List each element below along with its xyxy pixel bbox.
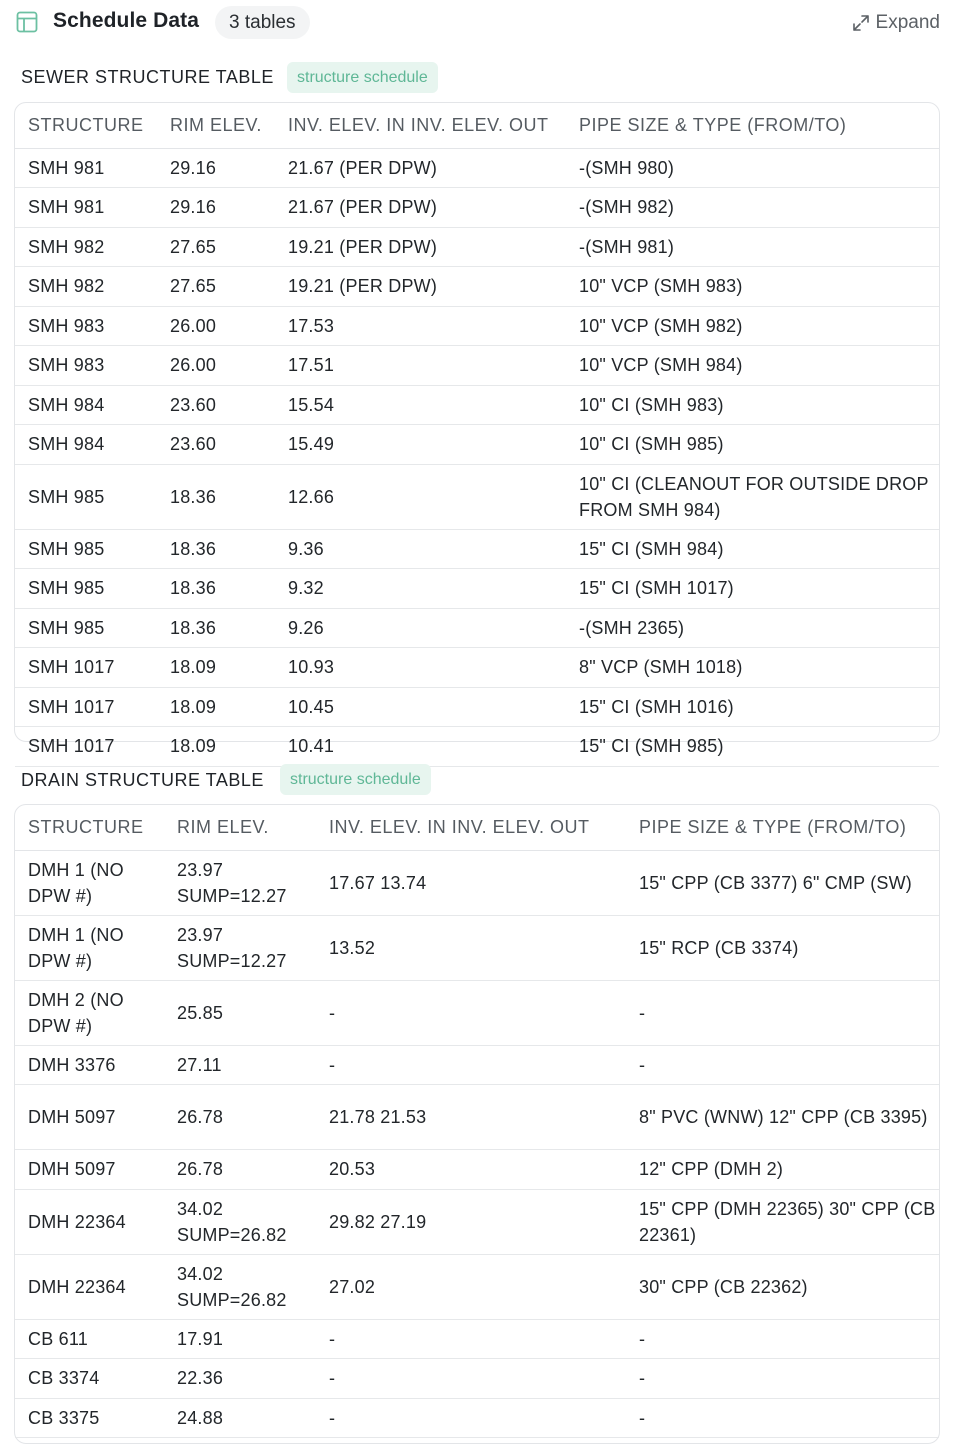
table-cell: SMH 983 (15, 346, 157, 386)
table-row (15, 529, 939, 569)
table-cell: DMH 22364 (15, 1254, 164, 1319)
table-cell: 21.67 (PER DPW) (275, 188, 566, 228)
table-cell: - (626, 1319, 939, 1359)
table-cell: 12.66 (275, 464, 566, 529)
table-cell: - (626, 1359, 939, 1399)
column-header: STRUCTURE (15, 103, 157, 148)
table-cell: 10" CI (CLEANOUT FOR OUTSIDE DROP FROM SMH 984) (566, 464, 939, 529)
table-cell: 26.78 (164, 1150, 316, 1190)
table-cell: -(SMH 980) (566, 148, 939, 188)
table-cell: - (626, 1398, 939, 1438)
table-cell: 9.26 (275, 608, 566, 648)
table-row (15, 1189, 939, 1254)
table-cell: 23.97 SUMP=12.27 (164, 850, 316, 915)
table-cell: -(SMH 2365) (566, 608, 939, 648)
table-row (15, 980, 939, 1045)
table-cell: 17.51 (275, 346, 566, 386)
sewer-structure-table (15, 103, 939, 767)
table-cell: 8" VCP (SMH 1018) (566, 648, 939, 688)
table-cell: DMH 22364 (15, 1189, 164, 1254)
table-row (15, 385, 939, 425)
table-cell: 8" PVC (WNW) 12" CPP (CB 3395) (626, 1085, 939, 1150)
page-title: Schedule Data (53, 9, 200, 32)
table-cell: 13.52 (316, 915, 626, 980)
expand-button[interactable] (852, 11, 940, 35)
table-row (15, 648, 939, 688)
table-cell: SMH 985 (15, 569, 157, 609)
table-cell: - (316, 1359, 626, 1399)
column-header: INV. ELEV. IN INV. ELEV. OUT (316, 805, 626, 850)
table-cell: 23.97 SUMP=12.27 (164, 915, 316, 980)
table-cell: SMH 985 (15, 529, 157, 569)
table-row (15, 346, 939, 386)
table-cell: DMH 3376 (15, 1045, 164, 1085)
table-cell: CB 611 (15, 1319, 164, 1359)
table-cell: 26.00 (157, 346, 275, 386)
table-cell: 15.54 (275, 385, 566, 425)
table-cell: 34.02 SUMP=26.82 (164, 1189, 316, 1254)
table-cell: DMH 1 (NO DPW #) (15, 915, 164, 980)
table-cell: 10.41 (275, 727, 566, 767)
drain-table-badge: structure schedule (280, 764, 431, 795)
table-cell: 15" CI (SMH 984) (566, 529, 939, 569)
table-row (15, 148, 939, 188)
table-header-row (15, 805, 939, 850)
column-header: PIPE SIZE & TYPE (FROM/TO) (566, 103, 939, 148)
table-row (15, 569, 939, 609)
table-cell: 19.21 (PER DPW) (275, 267, 566, 307)
table-icon (16, 11, 38, 33)
table-cell: SMH 1017 (15, 648, 157, 688)
table-cell: DMH 1 (NO DPW #) (15, 850, 164, 915)
table-cell: 10" VCP (SMH 984) (566, 346, 939, 386)
table-cell: 18.36 (157, 608, 275, 648)
table-cell: 15" CPP (CB 3377) 6" CMP (SW) (626, 850, 939, 915)
table-cell: CB 3375 (15, 1398, 164, 1438)
table-row (15, 1398, 939, 1438)
table-cell: SMH 1017 (15, 727, 157, 767)
table-cell: SMH 983 (15, 306, 157, 346)
table-cell: DMH 5097 (15, 1085, 164, 1150)
table-cell: 21.67 (PER DPW) (275, 148, 566, 188)
table-cell: 10.45 (275, 687, 566, 727)
table-row (15, 306, 939, 346)
table-cell: 9.36 (275, 529, 566, 569)
expand-icon (852, 14, 870, 32)
table-cell: - (626, 980, 939, 1045)
schedule-header (0, 0, 960, 46)
sewer-table-title: SEWER STRUCTURE TABLE (21, 67, 274, 87)
table-count-badge: 3 tables (215, 6, 310, 39)
table-row (15, 188, 939, 228)
table-cell: 26.00 (157, 306, 275, 346)
table-cell: 26.78 (164, 1085, 316, 1150)
table-row (15, 1150, 939, 1190)
table-row (15, 1254, 939, 1319)
table-cell: 10" CI (SMH 983) (566, 385, 939, 425)
table-cell: 15" CI (SMH 1017) (566, 569, 939, 609)
table-cell: - (626, 1045, 939, 1085)
table-row (15, 850, 939, 915)
table-cell: SMH 982 (15, 267, 157, 307)
table-cell: 23.60 (157, 385, 275, 425)
table-cell: 9.32 (275, 569, 566, 609)
table-cell: 34.02 SUMP=26.82 (164, 1254, 316, 1319)
table-cell: 23.60 (157, 425, 275, 465)
table-cell: 18.09 (157, 727, 275, 767)
expand-label: Expand (875, 12, 940, 33)
table-row (15, 687, 939, 727)
table-cell: 17.67 13.74 (316, 850, 626, 915)
table-row (15, 608, 939, 648)
table-row (15, 1359, 939, 1399)
sewer-table-badge: structure schedule (287, 62, 438, 93)
table-cell: SMH 981 (15, 148, 157, 188)
table-cell: 18.36 (157, 569, 275, 609)
table-cell: 27.65 (157, 267, 275, 307)
table-cell: 10" VCP (SMH 982) (566, 306, 939, 346)
table-row (15, 464, 939, 529)
table-row (15, 1045, 939, 1085)
table-cell: SMH 984 (15, 425, 157, 465)
table-header-row (15, 103, 939, 148)
table-cell: - (316, 1045, 626, 1085)
table-cell: 30" CPP (CB 22362) (626, 1254, 939, 1319)
table-cell: 15" CPP (DMH 22365) 30" CPP (CB 22361) (626, 1189, 939, 1254)
table-cell: 18.36 (157, 464, 275, 529)
table-row (15, 425, 939, 465)
table-cell: - (316, 1398, 626, 1438)
table-cell: 12" CPP (DMH 2) (626, 1150, 939, 1190)
table-cell: 21.78 21.53 (316, 1085, 626, 1150)
table-cell: SMH 984 (15, 385, 157, 425)
column-header: PIPE SIZE & TYPE (FROM/TO) (626, 805, 939, 850)
column-header: INV. ELEV. IN INV. ELEV. OUT (275, 103, 566, 148)
table-cell: SMH 981 (15, 188, 157, 228)
table-cell: - (316, 1319, 626, 1359)
table-cell: 27.02 (316, 1254, 626, 1319)
drain-table-title: DRAIN STRUCTURE TABLE (21, 770, 264, 790)
table-cell: SMH 1017 (15, 687, 157, 727)
table-cell: 10" VCP (SMH 983) (566, 267, 939, 307)
table-cell: 29.16 (157, 188, 275, 228)
table-cell: 10" CI (SMH 985) (566, 425, 939, 465)
table-cell: 27.65 (157, 227, 275, 267)
table-cell: DMH 2 (NO DPW #) (15, 980, 164, 1045)
table-cell: -(SMH 982) (566, 188, 939, 228)
table-row (15, 1319, 939, 1359)
table-row (15, 915, 939, 980)
table-cell: 22.36 (164, 1359, 316, 1399)
column-header: RIM ELEV. (157, 103, 275, 148)
table-cell: -(SMH 981) (566, 227, 939, 267)
table-row (15, 227, 939, 267)
table-row (15, 1085, 939, 1150)
table-cell: 24.88 (164, 1398, 316, 1438)
table-cell: 17.53 (275, 306, 566, 346)
table-cell: 15" RCP (CB 3374) (626, 915, 939, 980)
table-cell: 10.93 (275, 648, 566, 688)
table-cell: 15.49 (275, 425, 566, 465)
drain-table-card[interactable] (14, 804, 940, 1444)
table-cell: SMH 985 (15, 608, 157, 648)
table-cell: 29.16 (157, 148, 275, 188)
table-cell: 15" CI (SMH 1016) (566, 687, 939, 727)
table-cell: SMH 982 (15, 227, 157, 267)
table-cell: SMH 985 (15, 464, 157, 529)
table-cell: 18.36 (157, 529, 275, 569)
drain-structure-table (15, 805, 939, 1438)
table-cell: 29.82 27.19 (316, 1189, 626, 1254)
table-row (15, 727, 939, 767)
table-cell: 19.21 (PER DPW) (275, 227, 566, 267)
table-cell: 18.09 (157, 648, 275, 688)
table-cell: 27.11 (164, 1045, 316, 1085)
table-cell: 15" CI (SMH 985) (566, 727, 939, 767)
column-header: STRUCTURE (15, 805, 164, 850)
table-cell: - (316, 980, 626, 1045)
table-cell: 17.91 (164, 1319, 316, 1359)
table-row (15, 267, 939, 307)
table-cell: DMH 5097 (15, 1150, 164, 1190)
table-cell: 18.09 (157, 687, 275, 727)
table-cell: 20.53 (316, 1150, 626, 1190)
table-cell: CB 3374 (15, 1359, 164, 1399)
column-header: RIM ELEV. (164, 805, 316, 850)
table-cell: 25.85 (164, 980, 316, 1045)
sewer-table-card[interactable] (14, 102, 940, 757)
